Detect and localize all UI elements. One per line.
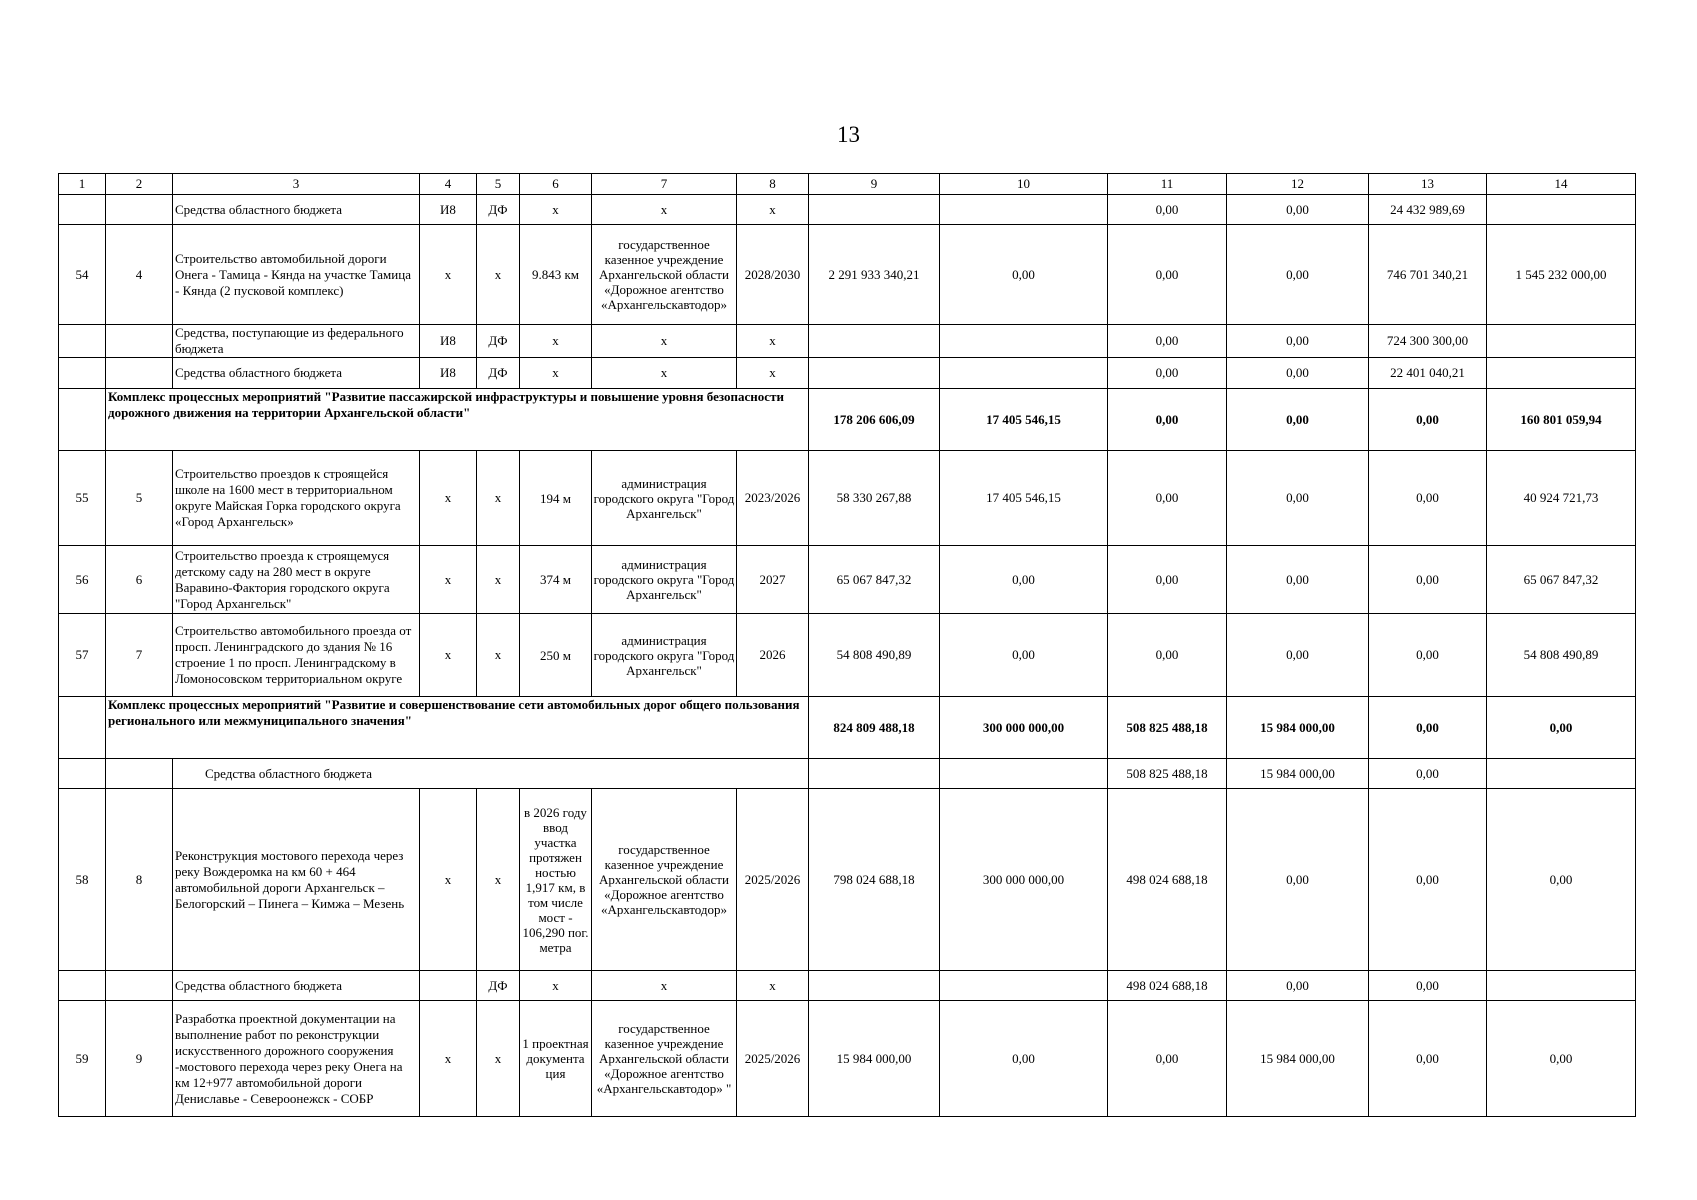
amount-c9 [809, 325, 940, 358]
executor: государственное казенное учреждение Архангельской области «Дорожное агентство «Архангельскавтодор» [592, 789, 737, 971]
row-number: 54 [59, 225, 106, 325]
funding-source-row [59, 971, 1636, 1001]
page-number: 13 [837, 122, 860, 147]
amount-c9: 798 024 688,18 [809, 789, 940, 971]
column-number-row [59, 174, 1636, 195]
item-name: Строительство проездов к строящейся школе на 1600 мест в территориальном округе Майская Горка городского округа «Город Архангельск» [173, 451, 420, 546]
amount-c12: 0,00 [1227, 789, 1369, 971]
row-number [59, 195, 106, 225]
amount-c14 [1487, 971, 1636, 1001]
fund-code: ДФ [477, 358, 520, 389]
column-number: 12 [1227, 174, 1369, 195]
budget-code: х [420, 789, 477, 971]
column-number: 11 [1108, 174, 1227, 195]
amount-c12: 15 984 000,00 [1227, 759, 1369, 789]
budget-code: х [420, 614, 477, 697]
amount-c10: 17 405 546,15 [940, 451, 1108, 546]
fund-code: х [477, 1001, 520, 1117]
period: 2025/2026 [737, 789, 809, 971]
column-number: 1 [59, 174, 106, 195]
amount-c9: 58 330 267,88 [809, 451, 940, 546]
fund-code: х [477, 789, 520, 971]
column-number: 2 [106, 174, 173, 195]
amount-c10 [940, 971, 1108, 1001]
amount-c12: 0,00 [1227, 325, 1369, 358]
item-number: 5 [106, 451, 173, 546]
item-number [106, 358, 173, 389]
period: х [737, 325, 809, 358]
amount-c11: 498 024 688,18 [1108, 971, 1227, 1001]
fund-code: х [477, 614, 520, 697]
capacity: 1 проектная документа ция [520, 1001, 592, 1117]
period: 2028/2030 [737, 225, 809, 325]
amount-c10: 300 000 000,00 [940, 789, 1108, 971]
budget-code: х [420, 546, 477, 614]
row-number: 58 [59, 789, 106, 971]
row-number [59, 389, 106, 451]
row-number [59, 358, 106, 389]
column-number: 3 [173, 174, 420, 195]
funding-source-name: Средства, поступающие из федерального бюджета [173, 325, 420, 358]
amount-c12: 15 984 000,00 [1227, 1001, 1369, 1117]
amount-c12: 0,00 [1227, 451, 1369, 546]
funding-source-row [59, 195, 1636, 225]
amount-c13: 22 401 040,21 [1369, 358, 1487, 389]
fund-code: х [477, 225, 520, 325]
funding-source-name: Средства областного бюджета [173, 358, 420, 389]
amount-c12: 0,00 [1227, 195, 1369, 225]
budget-code: х [420, 225, 477, 325]
column-number: 9 [809, 174, 940, 195]
amount-c13: 0,00 [1369, 759, 1487, 789]
capacity: х [520, 971, 592, 1001]
budget-code: И8 [420, 325, 477, 358]
amount-c13: 0,00 [1369, 789, 1487, 971]
column-number: 4 [420, 174, 477, 195]
amount-c14: 0,00 [1487, 1001, 1636, 1117]
item-row [59, 451, 1636, 546]
amount-c13: 0,00 [1369, 614, 1487, 697]
amount-c14: 65 067 847,32 [1487, 546, 1636, 614]
row-number: 59 [59, 1001, 106, 1117]
amount-c13: 0,00 [1369, 546, 1487, 614]
row-number: 55 [59, 451, 106, 546]
executor: администрация городского округа "Город Архангельск" [592, 614, 737, 697]
budget-code: И8 [420, 358, 477, 389]
budget-code: И8 [420, 195, 477, 225]
column-number: 10 [940, 174, 1108, 195]
amount-c11: 0,00 [1108, 614, 1227, 697]
capacity: 250 м [520, 614, 592, 697]
row-number [59, 971, 106, 1001]
executor: х [592, 358, 737, 389]
amount-c12: 0,00 [1227, 546, 1369, 614]
period: х [737, 195, 809, 225]
item-name: Разработка проектной документации на выполнение работ по реконструкции искусственного дорожного сооружения -мостового перехода через реку Онега на км 12+977 автомобильной дороги Дениславье - Североонежск - СОБР [173, 1001, 420, 1117]
period: х [737, 358, 809, 389]
period: 2025/2026 [737, 1001, 809, 1117]
total-c13: 0,00 [1369, 697, 1487, 759]
total-c11: 508 825 488,18 [1108, 697, 1227, 759]
column-number: 6 [520, 174, 592, 195]
total-c13: 0,00 [1369, 389, 1487, 451]
total-c10: 300 000 000,00 [940, 697, 1108, 759]
budget-table [58, 173, 1636, 1117]
column-number: 7 [592, 174, 737, 195]
column-number: 13 [1369, 174, 1487, 195]
process-complex-row [59, 389, 1636, 451]
funding-source-name: Средства областного бюджета [173, 971, 420, 1001]
amount-c9 [809, 195, 940, 225]
item-name: Строительство проезда к строящемуся детскому саду на 280 мест в округе Варавино-Фактория городского округа "Город Архангельск" [173, 546, 420, 614]
amount-c14 [1487, 195, 1636, 225]
amount-c10 [940, 325, 1108, 358]
item-number [106, 195, 173, 225]
total-c12: 15 984 000,00 [1227, 697, 1369, 759]
capacity: х [520, 325, 592, 358]
process-complex-title: Комплекс процессных мероприятий "Развитие пассажирской инфраструктуры и повышение уровня безопасности дорожного движения на территории Архангельской области" [106, 389, 809, 451]
funding-source-name: Средства областного бюджета [173, 759, 809, 789]
row-number [59, 759, 106, 789]
capacity: 194 м [520, 451, 592, 546]
amount-c14 [1487, 325, 1636, 358]
total-c10: 17 405 546,15 [940, 389, 1108, 451]
executor: государственное казенное учреждение Архангельской области «Дорожное агентство «Архангельскавтодор» " [592, 1001, 737, 1117]
budget-code [420, 971, 477, 1001]
fund-code: ДФ [477, 325, 520, 358]
fund-code: х [477, 451, 520, 546]
amount-c9: 2 291 933 340,21 [809, 225, 940, 325]
item-number [106, 325, 173, 358]
item-number: 4 [106, 225, 173, 325]
item-number: 8 [106, 789, 173, 971]
fund-code: ДФ [477, 971, 520, 1001]
executor: х [592, 971, 737, 1001]
item-row [59, 546, 1636, 614]
capacity: х [520, 195, 592, 225]
amount-c13: 0,00 [1369, 1001, 1487, 1117]
item-number [106, 759, 173, 789]
column-number: 5 [477, 174, 520, 195]
process-complex-title: Комплекс процессных мероприятий "Развитие и совершенствование сети автомобильных дорог общего пользования регионального или межмуниципального значения" [106, 697, 809, 759]
amount-c11: 0,00 [1108, 451, 1227, 546]
period: 2023/2026 [737, 451, 809, 546]
amount-c11: 0,00 [1108, 195, 1227, 225]
row-number: 56 [59, 546, 106, 614]
fund-code: х [477, 546, 520, 614]
process-complex-row [59, 697, 1636, 759]
amount-c11: 0,00 [1108, 325, 1227, 358]
column-number: 14 [1487, 174, 1636, 195]
executor: х [592, 325, 737, 358]
amount-c11: 0,00 [1108, 546, 1227, 614]
budget-code: х [420, 1001, 477, 1117]
capacity: 374 м [520, 546, 592, 614]
item-row [59, 789, 1636, 971]
amount-c10: 0,00 [940, 614, 1108, 697]
amount-c13: 24 432 989,69 [1369, 195, 1487, 225]
amount-c9 [809, 971, 940, 1001]
amount-c14 [1487, 759, 1636, 789]
amount-c9 [809, 358, 940, 389]
amount-c9: 15 984 000,00 [809, 1001, 940, 1117]
item-number: 7 [106, 614, 173, 697]
funding-source-row [59, 325, 1636, 358]
row-number [59, 325, 106, 358]
amount-c10 [940, 759, 1108, 789]
amount-c12: 0,00 [1227, 225, 1369, 325]
item-row [59, 1001, 1636, 1117]
amount-c14 [1487, 358, 1636, 389]
amount-c10 [940, 195, 1108, 225]
amount-c9: 54 808 490,89 [809, 614, 940, 697]
executor: х [592, 195, 737, 225]
amount-c11: 0,00 [1108, 225, 1227, 325]
item-name: Реконструкция мостового перехода через реку Вождеромка на км 60 + 464 автомобильной дороги Архангельск – Белогорский – Пинега – Кимжа – Мезень [173, 789, 420, 971]
item-number: 9 [106, 1001, 173, 1117]
amount-c13: 746 701 340,21 [1369, 225, 1487, 325]
item-number: 6 [106, 546, 173, 614]
row-number: 57 [59, 614, 106, 697]
amount-c12: 0,00 [1227, 358, 1369, 389]
budget-code: х [420, 451, 477, 546]
amount-c9: 65 067 847,32 [809, 546, 940, 614]
period: 2026 [737, 614, 809, 697]
amount-c12: 0,00 [1227, 614, 1369, 697]
row-number [59, 697, 106, 759]
funding-source-row [59, 759, 1636, 789]
amount-c10: 0,00 [940, 1001, 1108, 1117]
total-c14: 160 801 059,94 [1487, 389, 1636, 451]
amount-c12: 0,00 [1227, 971, 1369, 1001]
item-number [106, 971, 173, 1001]
item-row [59, 225, 1636, 325]
capacity: в 2026 году ввод участка протяжен ностью 1,917 км, в том числе мост - 106,290 пог. метра [520, 789, 592, 971]
executor: администрация городского округа "Город Архангельск" [592, 546, 737, 614]
funding-source-name: Средства областного бюджета [173, 195, 420, 225]
total-c9: 824 809 488,18 [809, 697, 940, 759]
amount-c11: 0,00 [1108, 358, 1227, 389]
amount-c14: 0,00 [1487, 789, 1636, 971]
amount-c10: 0,00 [940, 225, 1108, 325]
fund-code: ДФ [477, 195, 520, 225]
amount-c13: 724 300 300,00 [1369, 325, 1487, 358]
amount-c11: 0,00 [1108, 1001, 1227, 1117]
amount-c11: 498 024 688,18 [1108, 789, 1227, 971]
total-c11: 0,00 [1108, 389, 1227, 451]
total-c12: 0,00 [1227, 389, 1369, 451]
period: 2027 [737, 546, 809, 614]
item-row [59, 614, 1636, 697]
capacity: 9.843 км [520, 225, 592, 325]
total-c9: 178 206 606,09 [809, 389, 940, 451]
amount-c13: 0,00 [1369, 451, 1487, 546]
item-name: Строительство автомобильного проезда от просп. Ленинградского до здания № 16 строение 1 по просп. Ленинградскому в Ломоносовском территориальном округе [173, 614, 420, 697]
amount-c10: 0,00 [940, 546, 1108, 614]
amount-c13: 0,00 [1369, 971, 1487, 1001]
column-number: 8 [737, 174, 809, 195]
amount-c9 [809, 759, 940, 789]
amount-c14: 1 545 232 000,00 [1487, 225, 1636, 325]
amount-c11: 508 825 488,18 [1108, 759, 1227, 789]
executor: государственное казенное учреждение Архангельской области «Дорожное агентство «Архангельскавтодор» [592, 225, 737, 325]
total-c14: 0,00 [1487, 697, 1636, 759]
capacity: х [520, 358, 592, 389]
amount-c14: 40 924 721,73 [1487, 451, 1636, 546]
funding-source-row [59, 358, 1636, 389]
period: х [737, 971, 809, 1001]
item-name: Строительство автомобильной дороги Онега - Тамица - Кянда на участке Тамица - Кянда (2 пусковой комплекс) [173, 225, 420, 325]
executor: администрация городского округа "Город Архангельск" [592, 451, 737, 546]
amount-c14: 54 808 490,89 [1487, 614, 1636, 697]
amount-c10 [940, 358, 1108, 389]
